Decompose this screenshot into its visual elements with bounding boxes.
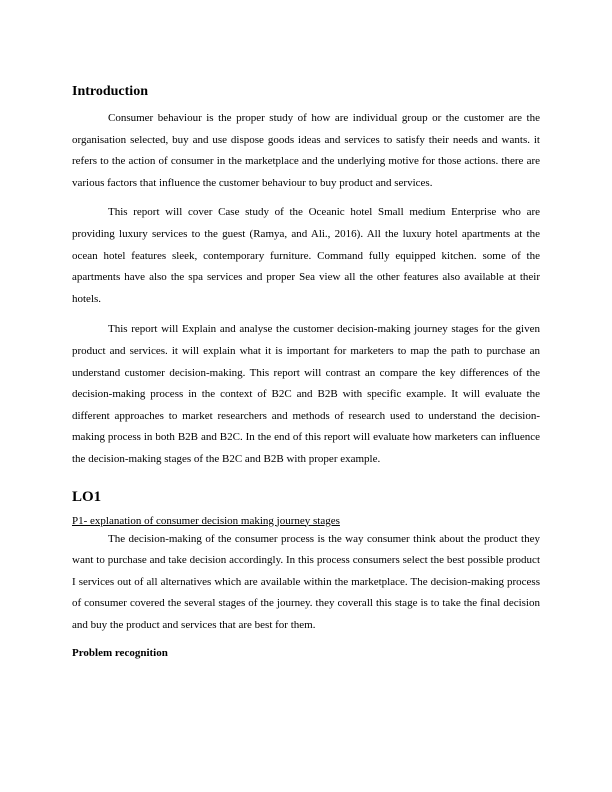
intro-paragraph-2: This report will cover Case study of the Oceanic hotel Small medium Enterprise who are providing luxury services to the guest (Ramya, and Ali., 2016). All the luxury hotel apartments at the ocean hotel features sleek, contemporary furniture. Command fully equipped kitchen. some of the apartments have also the spa services and proper Sea view all the other features also available at their hotels. xyxy=(72,206,540,305)
p1-subheading: P1- explanation of consumer decision making journey stages xyxy=(72,514,340,527)
intro-paragraph-3: This report will Explain and analyse the customer decision-making journey stages for the given product and services. it will explain what it is important for marketers to map the path to purchase an understand customer decision-making. This report will contrast an compare the key differences of the decision-making process in the context of B2C and B2B with specific example. It will evaluate the different approaches to market researchers and methods of research used to understand the decision-making process in both B2B and B2C. In the end of this report will evaluate how marketers can influence the decision-making stages of the B2C and B2B with proper example. xyxy=(72,323,540,465)
introduction-heading: Introduction xyxy=(72,84,148,99)
problem-recognition-heading: Problem recognition xyxy=(72,647,168,660)
p1-paragraph: The decision-making of the consumer process is the way consumer think about the product they want to purchase and take decision accordingly. In this process consumers select the best possible product I services out of all alternatives which are available within the marketplace. The decision-making process of consumer covered the several stages of the journey. they coverall this stage is to take the final decision and buy the product and services that are best for them. xyxy=(72,532,540,631)
intro-paragraph-1: Consumer behaviour is the proper study of how are individual group or the customer are the organisation selected, buy and use dispose goods ideas and services to satisfy their needs and wants. it refers to the action of consumer in the marketplace and the underlying motive for those actions. there are various factors that influence the customer behaviour to buy product and services. xyxy=(72,112,540,189)
lo1-heading: LO1 xyxy=(72,488,102,505)
